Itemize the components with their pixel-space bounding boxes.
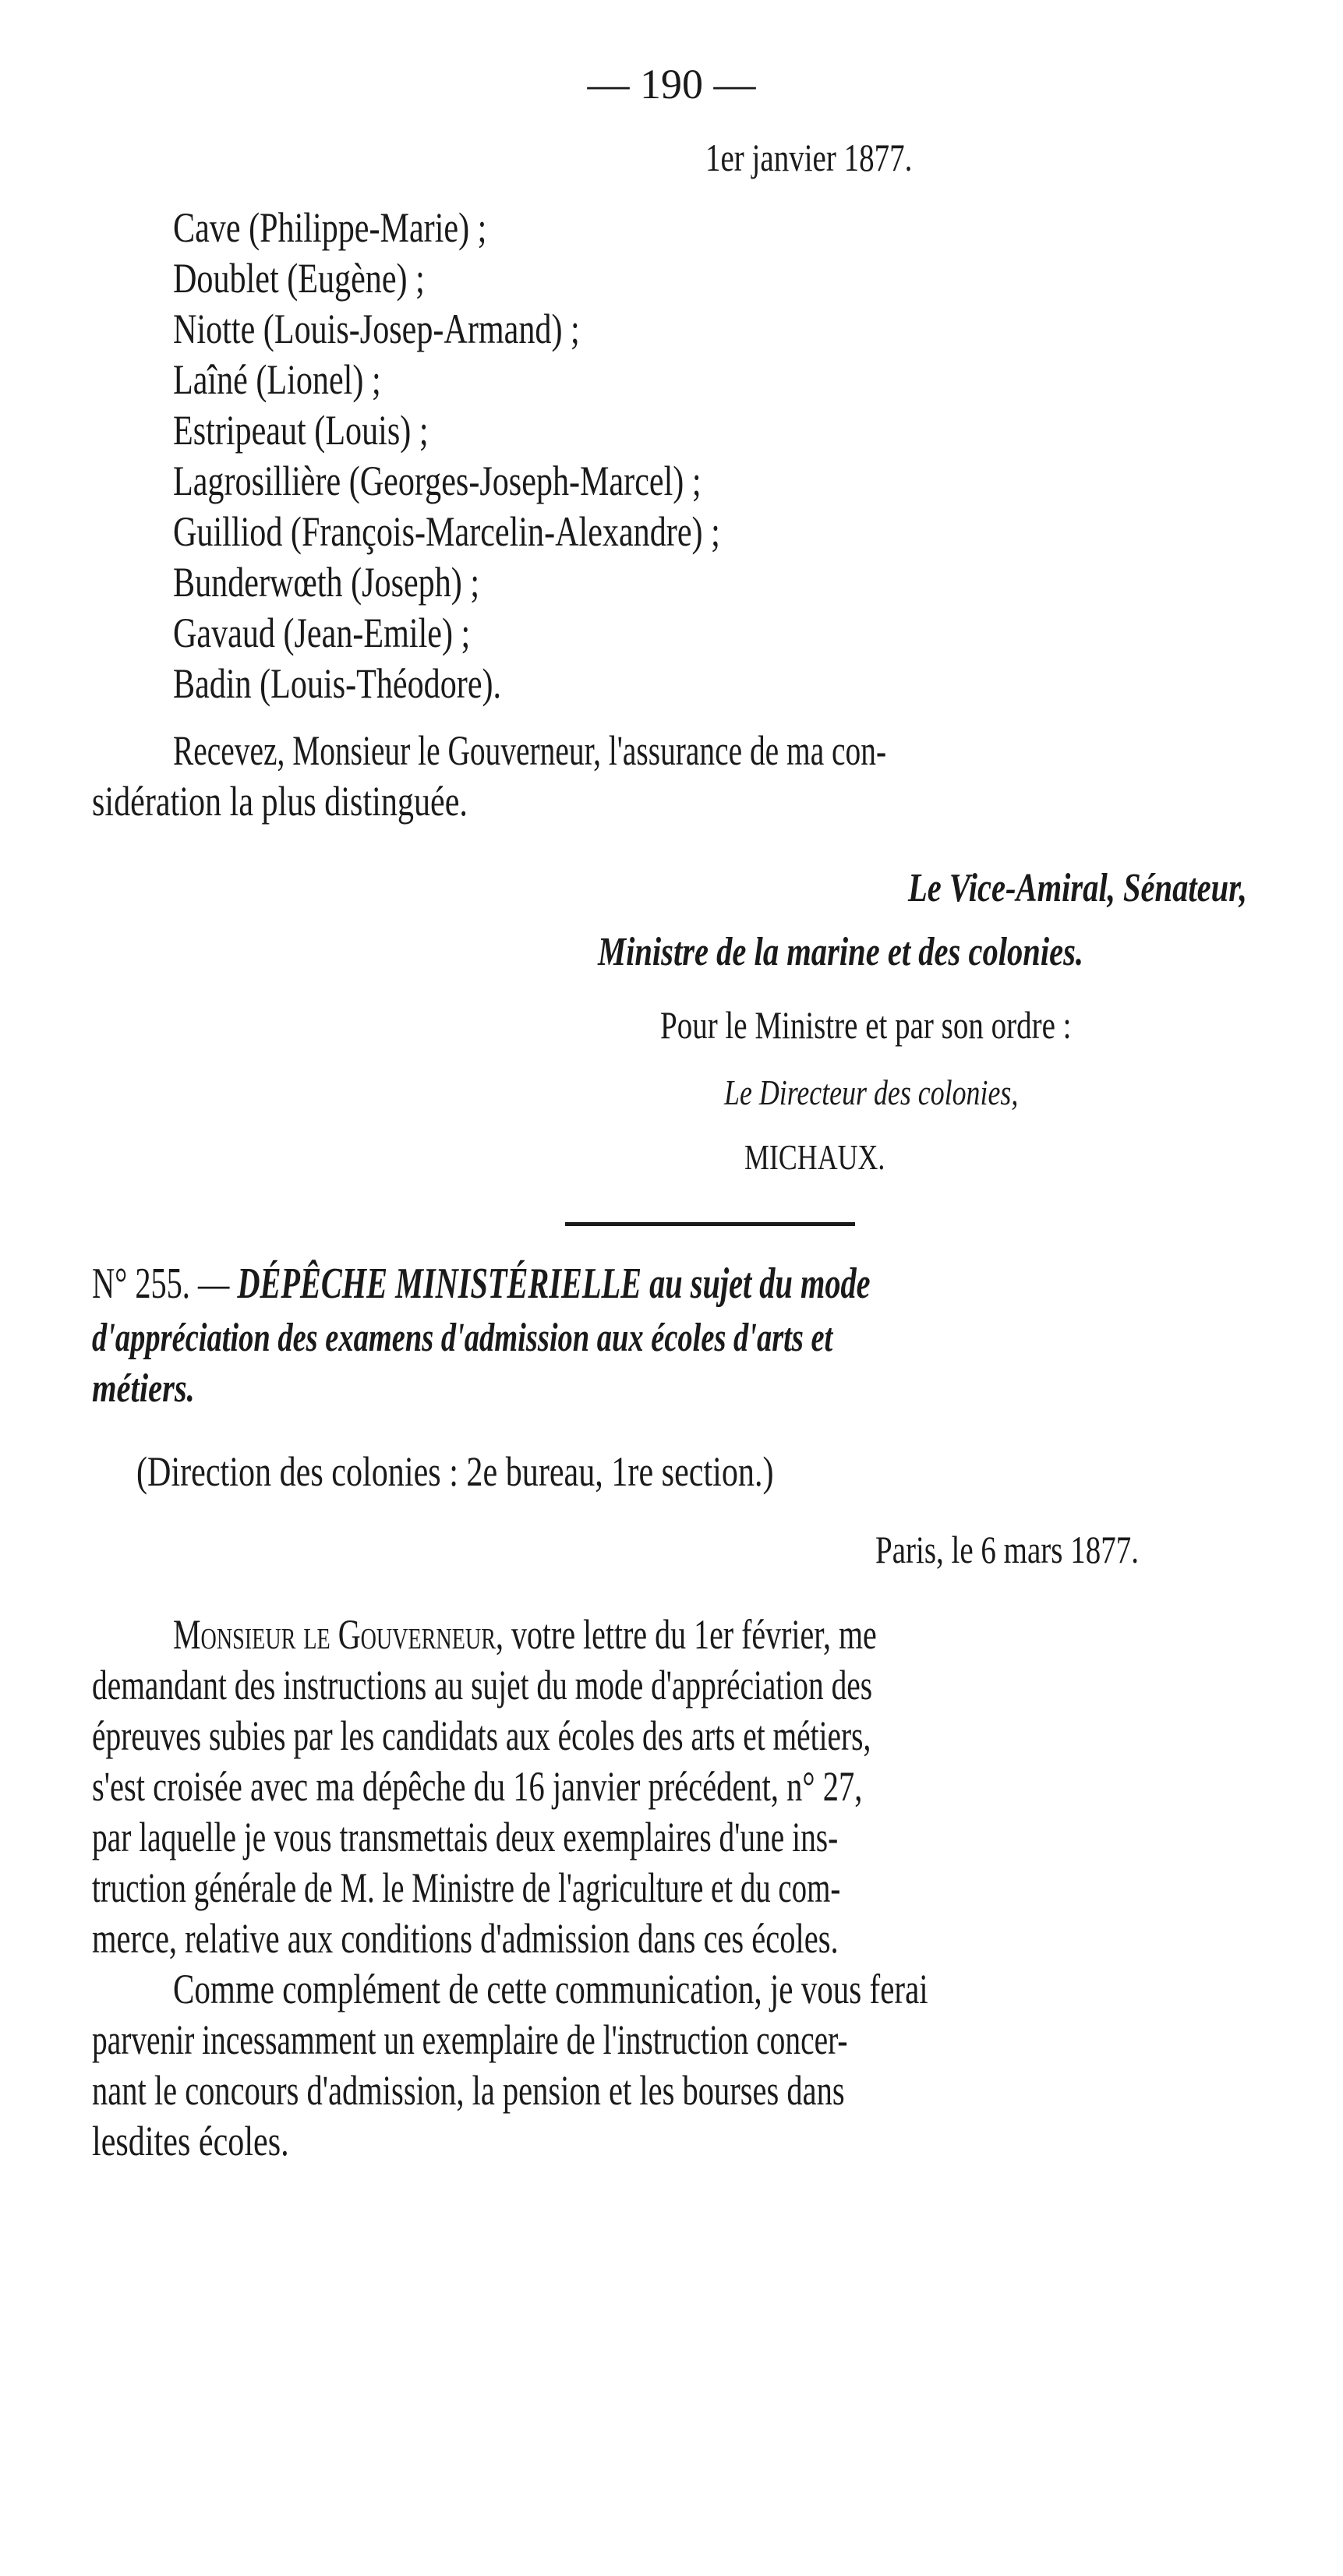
name-entry: Gavaud (Jean-Emile) ; xyxy=(173,610,471,656)
salutation: Monsieur le Gouverneur, xyxy=(173,1611,504,1658)
section-heading xyxy=(92,1260,871,1307)
section-direction: (Direction des colonies : 2e bureau, 1re section.) xyxy=(136,1448,774,1495)
signature-director: Le Directeur des colonies, xyxy=(724,1072,1019,1112)
section-divider xyxy=(565,1222,855,1226)
date-line: 1er janvier 1877. xyxy=(705,136,913,179)
signature-delegation: Pour le Ministre et par son ordre : xyxy=(660,1003,1072,1047)
section-subject: au sujet du mode xyxy=(649,1260,871,1308)
page-number: — 190 — xyxy=(587,61,756,108)
body-line: demandant des instructions au sujet du mode d'appréciation des xyxy=(92,1662,873,1708)
section-heading-line: métiers. xyxy=(92,1366,195,1411)
name-entry: Doublet (Eugène) ; xyxy=(173,255,425,302)
name-entry: Laîné (Lionel) ; xyxy=(173,356,381,403)
closing-line: Recevez, Monsieur le Gouverneur, l'assurance de ma con- xyxy=(173,727,887,774)
body-line xyxy=(173,1611,877,1658)
signature-title: Le Vice-Amiral, Sénateur, xyxy=(908,866,1247,910)
body-line: par laquelle je vous transmettais deux exemplaires d'une ins- xyxy=(92,1814,839,1860)
body-text: votre lettre du 1er février, me xyxy=(511,1611,877,1658)
section-number: N° 255. — xyxy=(92,1260,230,1308)
name-entry: Niotte (Louis-Josep-Armand) ; xyxy=(173,306,580,352)
body-line: Comme complément de cette communication, je vous ferai xyxy=(173,1966,928,2012)
section-heading-line: d'appréciation des examens d'admission aux écoles d'arts et xyxy=(92,1316,833,1360)
body-line: truction générale de M. le Ministre de l'agriculture et du com- xyxy=(92,1864,841,1911)
body-line: lesdites écoles. xyxy=(92,2118,289,2164)
name-entry: Bunderwœth (Joseph) ; xyxy=(173,559,480,606)
body-line: s'est croisée avec ma dépêche du 16 janvier précédent, n° 27, xyxy=(92,1763,863,1810)
section-title: DÉPÊCHE MINISTÉRIELLE xyxy=(237,1260,642,1308)
section-date: Paris, le 6 mars 1877. xyxy=(875,1528,1139,1571)
signature-title: Ministre de la marine et des colonies. xyxy=(598,930,1084,974)
name-entry: Lagrosillière (Georges-Joseph-Marcel) ; xyxy=(173,458,702,504)
name-entry: Badin (Louis-Théodore). xyxy=(173,660,502,707)
closing-line: sidération la plus distinguée. xyxy=(92,778,468,825)
name-entry: Estripeaut (Louis) ; xyxy=(173,407,429,454)
body-line: épreuves subies par les candidats aux écoles des arts et métiers, xyxy=(92,1712,871,1759)
signature-name: MICHAUX. xyxy=(744,1137,885,1177)
name-entry: Guilliod (François-Marcelin-Alexandre) ; xyxy=(173,508,720,555)
body-line: parvenir incessamment un exemplaire de l'instruction concer- xyxy=(92,2016,848,2063)
body-line: merce, relative aux conditions d'admission dans ces écoles. xyxy=(92,1915,839,1962)
name-entry: Cave (Philippe-Marie) ; xyxy=(173,204,487,251)
body-line: nant le concours d'admission, la pension et les bourses dans xyxy=(92,2067,845,2114)
